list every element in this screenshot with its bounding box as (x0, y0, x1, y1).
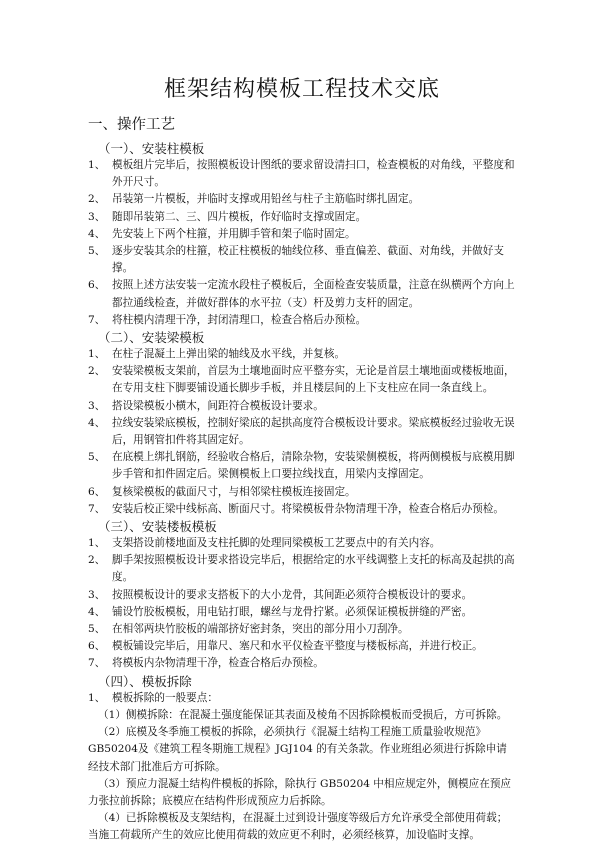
item-number: 7、 (88, 502, 106, 515)
list-item (88, 243, 516, 277)
list-item (88, 690, 516, 707)
list-item (88, 398, 516, 415)
item-number: 7、 (88, 313, 106, 326)
subsection-heading: （二）、安装梁模板 (98, 330, 205, 346)
item-number: 3、 (88, 399, 106, 412)
item-text: 按照模板设计的要求支搭板下的大小龙骨，其间距必须符合模板设计的要求。 (112, 588, 473, 601)
item-number: 5、 (88, 451, 106, 464)
document-title: 框架结构模板工程技术交底 (163, 77, 440, 102)
item-number: 6、 (88, 640, 106, 653)
list-item (88, 449, 516, 483)
item-text: 支架搭设前楼地面及支柱托脚的处理同梁模板工艺要点中的有关内容。 (112, 537, 441, 550)
item-text: 模板拆除的一般要点： (112, 691, 218, 704)
list-item (88, 535, 516, 552)
item-number: 2、 (88, 554, 106, 567)
item-text: 按照上述方法安装一定流水段柱子模板后，全面检查安装质量，注意在纵横两个方向上都拉通线检查，并做好群体的水平拉（支）杆及剪力支杆的固定。 (112, 279, 515, 309)
numbered-list (88, 157, 516, 329)
list-item (88, 346, 516, 363)
list-item (88, 621, 516, 638)
item-number: 6、 (88, 485, 106, 498)
list-item (88, 552, 516, 586)
item-number: 5、 (88, 623, 106, 636)
numbered-list (88, 690, 516, 707)
item-number: 1、 (88, 348, 106, 361)
list-item (88, 209, 516, 226)
item-number: 4、 (88, 227, 106, 240)
list-item (88, 587, 516, 604)
item-number: 2、 (88, 365, 106, 378)
item-text: 将模板内杂物清理干净，检查合格后办预检。 (112, 657, 324, 670)
item-number: 3、 (88, 588, 106, 601)
item-text: 拉线安装梁底模板，控制好梁底的起拱高度符合模板设计要求。梁底模板经过验收无误后，用钢管扣件将其固定好。 (112, 416, 515, 447)
paragraph: （3）预应力混凝土结构件模板的拆除，除执行 GB50204 中相应规定外，侧模应在预应力张拉前拆除；底模应在结构件形成预应力后拆除。 (88, 777, 512, 807)
list-item (88, 638, 516, 655)
item-text: 搭设梁模板小横木，间距符合模板设计要求。 (112, 399, 324, 412)
item-number: 1、 (88, 159, 106, 171)
item-text: 吊装第一片模板，并临时支撑或用铅丝与柱子主筋临时绑扎固定。 (112, 193, 420, 206)
list-item (88, 655, 516, 672)
item-number: 6、 (88, 279, 106, 292)
subsection-heading: （三）、安装楼板模板 (98, 519, 217, 535)
list-item (88, 501, 516, 518)
item-number: 2、 (88, 193, 106, 206)
item-text: 安装后校正梁中线标高、断面尺寸。将梁模板骨杂物清理干净，检查合格后办预检。 (112, 502, 504, 515)
item-text: 在相邻两块竹胶板的端部挤好密封条，突出的部分用小刀刮净。 (112, 623, 409, 636)
item-number: 1、 (88, 537, 106, 550)
item-text: 在底模上绑扎钢筋，经验收合格后，清除杂物，安装梁侧模板，将两侧模板与底模用脚步手管和扣件固定后。梁侧模板上口要拉线找直，用梁内支撑固定。 (112, 451, 515, 481)
numbered-list (88, 346, 516, 518)
section-column-formwork (88, 140, 516, 329)
item-text: 逐步安装其余的柱箍，校正柱模板的轴线位移、垂直偏差、截面、对角线，并做好支撑。 (112, 245, 504, 275)
paragraph: （1）侧模拆除：在混凝土强度能保证其表面及棱角不因拆除模板而受损后，方可拆除。 (98, 708, 508, 721)
item-text: 脚手架按照模板设计要求搭设完毕后，根据给定的水平线调整上支托的标高及起拱的高度。 (112, 554, 515, 584)
list-item (88, 604, 516, 621)
section-formwork-removal (88, 673, 516, 845)
item-number: 5、 (88, 245, 106, 258)
list-item (88, 363, 516, 397)
item-text: 模板组片完毕后，按照模板设计图纸的要求留设清扫口，检查模板的对角线，平整度和外开尺寸。 (112, 159, 515, 189)
paragraph: （4）已拆除模板及支架结构，在混凝土过到设计强度等级后方允许承受全部使用荷载；当施工荷载所产生的效应比使用荷载的效应更不利时，必须经核算，加设临时支撑。 (88, 812, 508, 842)
list-item (88, 226, 516, 243)
paragraph: （2）底模及冬季施工模板的拆除，必须执行《混凝土结构工程施工质量验收规范》GB50204及《建筑工程冬期施工规程》JGJ104 的有关条款。作业班组必须进行拆除申请经技术部门批准后方可拆除。 (88, 726, 507, 773)
section-beam-formwork (88, 329, 516, 518)
item-number: 1、 (88, 691, 106, 704)
list-item (88, 484, 516, 501)
list-item (88, 191, 516, 208)
item-text: 随即吊装第二、三、四片模板，作好临时支撑或固定。 (112, 210, 367, 223)
list-item (88, 277, 516, 311)
list-item (88, 157, 516, 191)
item-text: 模板铺设完毕后，用靠尺、塞尺和水平仪检查平整度与楼板标高，并进行校正。 (112, 640, 483, 653)
subsection-heading: （四）、模板拆除 (98, 673, 192, 689)
item-text: 将柱模内清理干净，封闭清理口，检查合格后办预检。 (112, 313, 367, 326)
item-text: 在柱子混凝土上弹出梁的轴线及水平线，并复核。 (112, 348, 346, 361)
item-number: 3、 (88, 210, 106, 223)
subsection-heading: （一）、安装柱模板 (98, 141, 205, 156)
list-item (88, 415, 516, 449)
item-number: 4、 (88, 605, 106, 618)
item-number: 7、 (88, 657, 106, 670)
item-text: 先安装上下两个柱箍，并用脚手管和架子临时固定。 (112, 227, 356, 240)
item-text: 铺设竹胶板模板，用电钻打眼，螺丝与龙骨拧紧。必须保证模板拼缝的严密。 (112, 605, 473, 618)
section-slab-formwork (88, 518, 516, 673)
item-number: 4、 (88, 416, 106, 429)
item-text: 安装梁模板支架前，首层为土壤地面时应平整夯实，无论是首层土壤地面或楼板地面，在专用支柱下脚要铺设通长脚步手板，并且楼层间的上下支柱应在同一条直线上。 (112, 365, 515, 395)
item-text: 复核梁模板的截面尺寸，与相邻梁柱模板连接固定。 (112, 485, 356, 498)
section-heading-operation: 一、操作工艺 (88, 117, 175, 133)
numbered-list (88, 535, 516, 673)
list-item (88, 312, 516, 329)
